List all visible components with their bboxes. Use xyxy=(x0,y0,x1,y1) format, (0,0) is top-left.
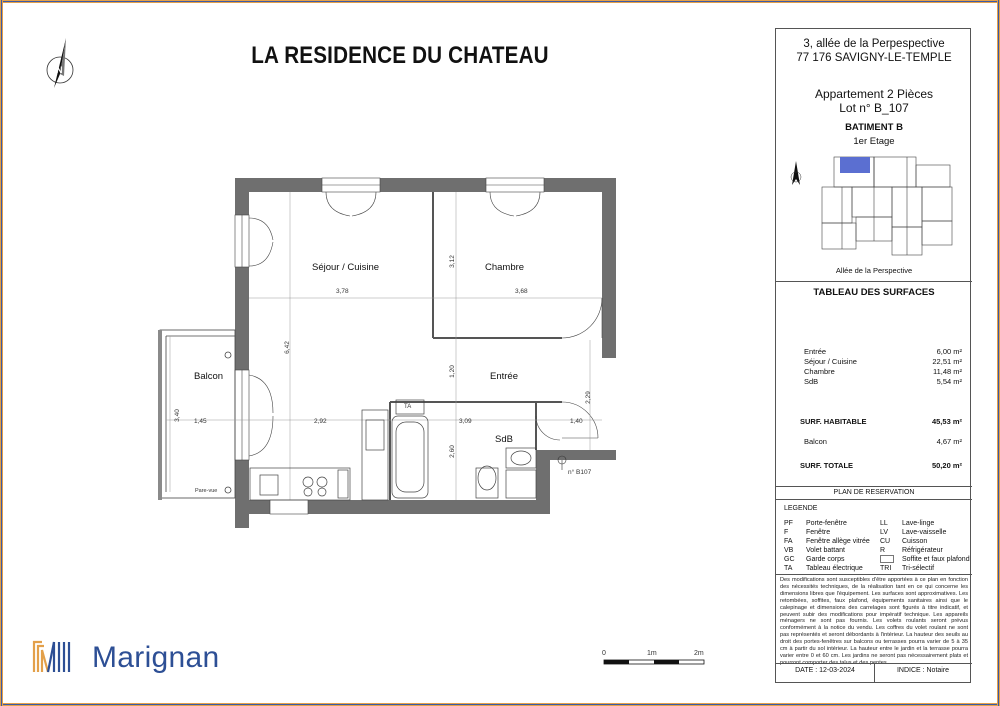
apartment-type: Appartement 2 Pièces xyxy=(814,87,934,101)
dimension-label: 1,40 xyxy=(570,418,583,425)
legend-codes-right: LL LV CU R TRI xyxy=(880,519,894,573)
surface-row: Séjour / Cuisine 22,51 m² xyxy=(804,357,962,366)
room-label-chambre: Chambre xyxy=(485,262,525,273)
key-plan-caption: Allée de la Perspective xyxy=(835,266,913,275)
key-plan xyxy=(782,151,966,279)
surface-total-row: SURF. TOTALE 50,20 m² xyxy=(800,461,962,470)
address xyxy=(776,37,972,65)
surfaces-table-title: TABLEAU DES SURFACES xyxy=(813,287,935,298)
room-label-balcon: Balcon xyxy=(194,371,224,382)
divider xyxy=(776,486,972,487)
room-label-sejour: Séjour / Cuisine xyxy=(312,262,380,273)
dimension-label: 2,29 xyxy=(584,391,592,404)
disclaimer-notes: Des modifications sont susceptibles d'être apportées à ce plan en fonction des nécessités techniques, de la réalisation tant en ce qui concerne les dimensions libres que l'équipement. Les surfaces sont approximatives. Les retombées, soffites, faux plafond, équipements sanitaires ainsi que le calepinage et dimensions des carrelages sont figurés à titre indicatif, et peuvent subir des modifications pour impératif technique. Les appareils ménagers ne sont pas fournis. Les volets roulants seront prévus conformément à la notice du vendu. Les coffres du volet roulant ne sont pas représentés et seront débordants à l'intérieur. La hauteur des seuils au droit des portes-fenêtres sur balcons ou terrasses pourra varier de 5 à 35 cm à partir du sol intérieur. La hauteur entre le jardin et la terrasse pourra varier entre 0 et 60 cm. Les jardins ne seront pas nécessairement plats et pourront comporter des talus et des pentes. xyxy=(780,577,968,666)
soffite-swatch-icon xyxy=(880,555,894,563)
surface-row: Chambre 11,48 m² xyxy=(804,367,962,376)
pare-vue-label: Pare-vue xyxy=(195,488,218,494)
apartment-floor-plan xyxy=(150,170,620,530)
dimension-label: 3,12 xyxy=(448,255,456,268)
dimension-label: 6,42 xyxy=(283,341,291,354)
legend-labels-left: Porte-fenêtre Fenêtre Fenêtre allège vitrée Volet battant Garde corps Tableau électrique xyxy=(806,520,870,572)
dimension-label: 3,09 xyxy=(459,418,472,425)
info-panel xyxy=(775,28,971,683)
dimension-label: 2,92 xyxy=(314,418,327,425)
north-arrow-icon xyxy=(38,36,86,94)
scale-label-1m: 1m xyxy=(647,650,657,657)
surface-habitable-row: SURF. HABITABLE 45,53 m² xyxy=(800,417,962,426)
lot-number: Lot n° B_107 xyxy=(839,101,909,115)
date-label: DATE : 12-03-2024 xyxy=(795,667,855,674)
plan-reservation-label: PLAN DE RESERVATION xyxy=(833,489,915,496)
page-title: LA RESIDENCE DU CHATEAU xyxy=(251,42,549,69)
dimension-label: 3,68 xyxy=(515,288,528,295)
address-line-1: 3, allée de la Perpespective xyxy=(803,38,945,50)
lot-marker-label: n° B107 xyxy=(568,469,592,476)
dimension-label: 3,40 xyxy=(173,409,181,422)
building-name: BATIMENT B xyxy=(845,122,903,133)
scale-label-0: 0 xyxy=(602,650,606,657)
dimension-label: 2,60 xyxy=(448,445,456,458)
room-label-entree: Entrée xyxy=(490,371,518,382)
dimension-label: 1,45 xyxy=(194,418,207,425)
dimension-label: 1,20 xyxy=(448,365,456,378)
room-label-sdb: SdB xyxy=(495,434,513,445)
scale-label-2m: 2m xyxy=(694,650,704,657)
divider xyxy=(776,281,972,282)
surface-balcon-row: Balcon 4,67 m² xyxy=(804,437,962,446)
legend-codes-left: PF F FA VB GC TA xyxy=(784,520,795,572)
frame-border-top xyxy=(0,0,1000,3)
marignan-logo-icon xyxy=(32,638,74,674)
apartment-info xyxy=(776,87,972,115)
legend-labels-right: Lave-linge Lave-vaisselle Cuisson Réfrigérateur Soffite et faux plafond Tri-sélectif xyxy=(902,520,970,572)
divider xyxy=(776,499,972,500)
dimension-label: 3,78 xyxy=(336,288,349,295)
highlighted-lot xyxy=(840,157,870,173)
floor-level: 1er Etage xyxy=(853,136,895,147)
surface-row: SdB 5,54 m² xyxy=(804,377,962,386)
frame-border-left xyxy=(0,0,3,706)
brand-name: Marignan xyxy=(92,641,220,674)
ta-label: TA xyxy=(404,404,412,410)
divider xyxy=(776,574,972,575)
address-line-2: 77 176 SAVIGNY-LE-TEMPLE xyxy=(796,52,952,64)
surface-row: Entrée 6,00 m² xyxy=(804,347,962,356)
indice-label: INDICE : Notaire xyxy=(896,667,950,674)
svg-text:N: N xyxy=(56,65,63,75)
legend-title: LEGENDE xyxy=(784,505,818,512)
